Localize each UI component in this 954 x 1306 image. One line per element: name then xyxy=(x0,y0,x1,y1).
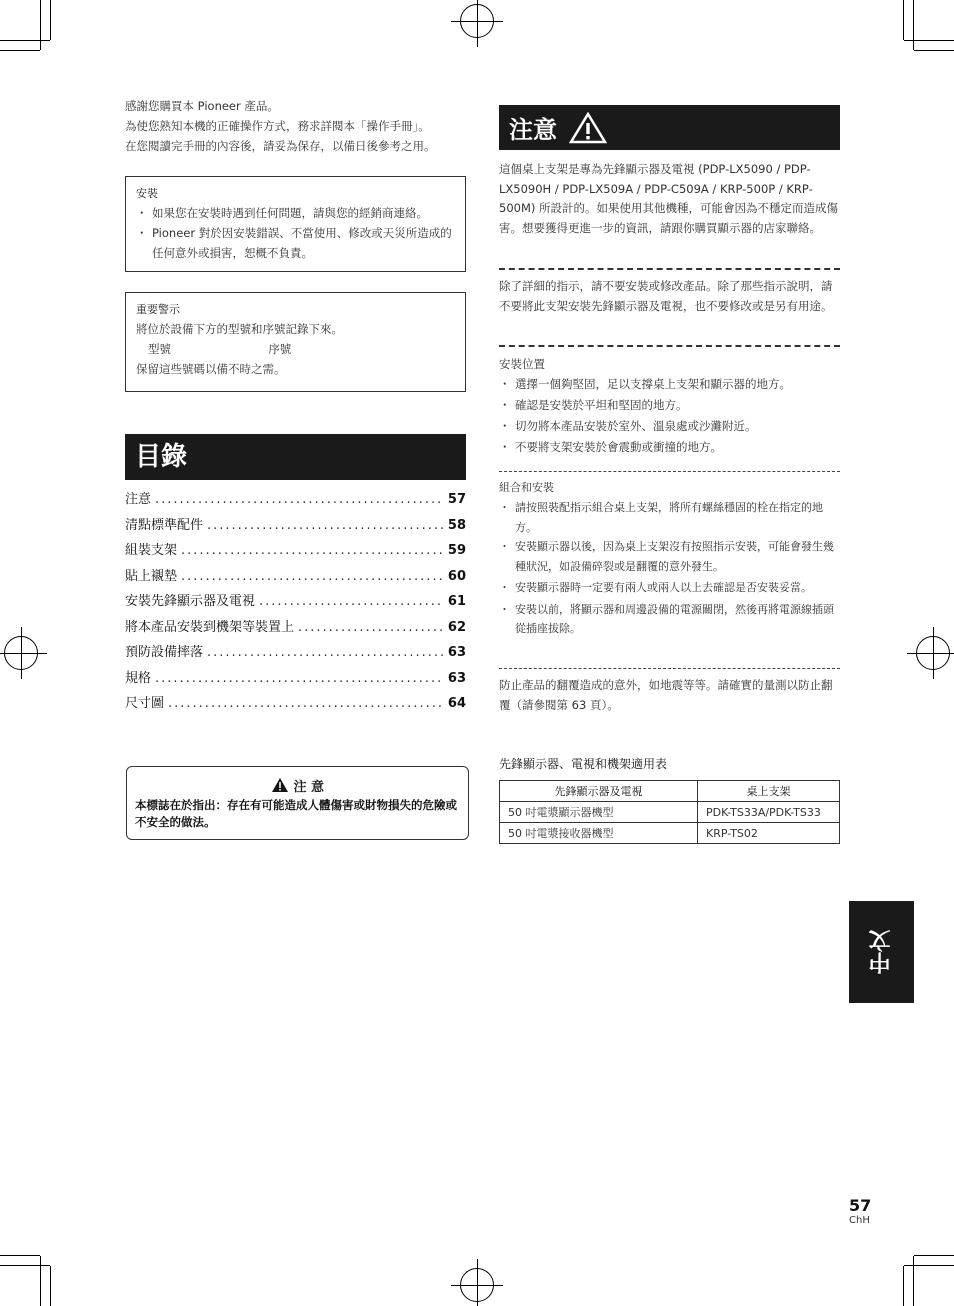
list-item: ・ 切勿將本產品安裝於室外、溫泉處或沙灘附近。 xyxy=(499,416,840,437)
toc-item[interactable]: 貼上襯墊 ..... 60 xyxy=(125,567,466,587)
toc-title: 目錄 xyxy=(125,434,466,480)
crop-mark xyxy=(913,0,914,50)
table-cell: 50 吋電漿顯示器機型 xyxy=(500,802,698,823)
toc-item[interactable]: 安裝先鋒顯示器及電視 ..... 61 xyxy=(125,592,466,612)
important-line: 保留這些號碼以備不時之需。 xyxy=(136,362,286,376)
caution-paragraph: 防止產品的翻覆造成的意外，如地震等等。請確實的量測以防止翻覆（請參閱第 63 頁）。 xyxy=(499,678,833,712)
model-label: 型號 xyxy=(148,342,171,356)
list-item: ・ 不要將支架安裝於會震動或衝撞的地方。 xyxy=(499,437,840,458)
crop-mark xyxy=(50,1266,51,1306)
crop-mark xyxy=(40,1256,41,1306)
table-header: 桌上支架 xyxy=(698,781,840,802)
table-cell: 50 吋電漿接收器機型 xyxy=(500,823,698,844)
registration-mark xyxy=(460,1268,494,1302)
table-header: 先鋒顯示器及電視 xyxy=(500,781,698,802)
crop-mark xyxy=(0,40,50,41)
crop-mark xyxy=(0,1265,50,1266)
toc-item[interactable]: 尺寸圖 ..... 64 xyxy=(125,694,466,714)
crop-mark xyxy=(914,50,954,51)
install-box-title: 安裝 xyxy=(136,187,158,200)
language-tab-label: 中文 xyxy=(869,930,894,974)
registration-mark xyxy=(4,636,38,670)
list-item: ・ 安裝顯示器時一定要有兩人或兩人以上去確認是否安裝妥當。 xyxy=(499,578,840,598)
crop-mark xyxy=(0,1255,40,1256)
page-code: ChH xyxy=(849,1215,870,1226)
crop-mark xyxy=(903,0,904,40)
table-row xyxy=(500,823,840,844)
crop-mark xyxy=(914,1255,954,1256)
caution-symbol-box xyxy=(126,766,469,840)
intro-text xyxy=(125,96,470,156)
toc-item[interactable]: 預防設備摔落 ..... 63 xyxy=(125,643,466,663)
compat-table xyxy=(499,780,840,844)
crop-mark xyxy=(903,1266,904,1306)
crop-mark xyxy=(40,0,41,50)
serial-label: 序號 xyxy=(268,342,292,356)
page-number: 57 xyxy=(849,1196,872,1215)
crop-mark xyxy=(904,40,954,41)
caution-box-title: 注 意 xyxy=(293,780,325,795)
model-serial-row xyxy=(136,339,455,359)
toc-item[interactable]: 將本產品安裝到機架等裝置上 ..... 62 xyxy=(125,618,466,638)
registration-mark xyxy=(916,636,950,670)
important-line: 將位於設備下方的型號和序號記錄下來。 xyxy=(136,322,343,336)
toc-item[interactable]: 規格 ..... 63 xyxy=(125,669,466,689)
caution-paragraph: 這個桌上支架是專為先鋒顯示器及電視 (PDP-LX5090 / PDP-LX5090H / PDP-LX509A / PDP-C509A / KRP-500P / KRP-500M) 所設計的。如果使用其他機種，可能會因為不穩定而造成傷害。想要獲得更進一步的資訊，請跟你購買顯示器的店家聯絡。 xyxy=(499,162,839,235)
table-cell: KRP-TS02 xyxy=(698,823,840,844)
caution-title: 注意 xyxy=(509,116,557,144)
divider xyxy=(499,471,840,472)
warning-triangle-icon xyxy=(569,112,607,144)
crop-mark xyxy=(50,0,51,40)
crop-mark xyxy=(904,1265,954,1266)
registration-mark xyxy=(460,4,494,38)
assembly-section xyxy=(499,478,840,639)
list-item: ・ Pioneer 對於因安裝錯誤、不當使用、修改或天災所造成的任何意外或損害，恕概不負責。 xyxy=(136,223,455,263)
table-header-row xyxy=(500,781,840,802)
language-tab xyxy=(849,901,914,1003)
compat-title: 先鋒顯示器、電視和機架適用表 xyxy=(499,757,668,771)
location-section xyxy=(499,354,840,458)
intro-line: 在您閱讀完手冊的內容後，請妥為保存，以備日後參考之用。 xyxy=(125,139,436,153)
crop-mark xyxy=(913,1256,914,1306)
list-item: ・ 安裝以前，將顯示器和周邊設備的電源關閉，然後再將電源線插頭從插座拔除。 xyxy=(499,600,840,639)
toc-item[interactable]: 清點標準配件 ..... 58 xyxy=(125,516,466,536)
section-title: 組合和安裝 xyxy=(499,481,554,494)
list-item: ・ 請按照裝配指示組合桌上支架，將所有螺絲穩固的栓在指定的地方。 xyxy=(499,498,840,537)
important-box-title: 重要警示 xyxy=(136,303,180,316)
intro-line: 感謝您購買本 Pioneer 產品。 xyxy=(125,99,279,113)
intro-line: 為使您熟知本機的正確操作方式，務求詳閱本「操作手冊」。 xyxy=(125,119,430,133)
caution-paragraph: 除了詳細的指示，請不要安裝或修改產品。除了那些指示說明，請不要將此支架安裝先鋒顯示器及電視，也不要修改或是另有用途。 xyxy=(499,279,833,313)
toc-item[interactable]: 注意 ..... 57 xyxy=(125,490,466,510)
divider xyxy=(499,268,840,270)
list-item: ・ 確認是安裝於平坦和堅固的地方。 xyxy=(499,395,840,416)
toc-item[interactable]: 組裝支架 ..... 59 xyxy=(125,541,466,561)
list-item: ・ 如果您在安裝時遇到任何問題，請與您的經銷商連絡。 xyxy=(136,203,455,223)
list-item-continuation: ・ 安裝顯示器以後，因為桌上支架沒有按照指示安裝，可能會發生幾種狀況，如設備碎裂或是翻覆的意外發生。 xyxy=(499,537,840,576)
table-cell: PDK-TS33A/PDK-TS33 xyxy=(698,802,840,823)
table-row xyxy=(500,802,840,823)
install-box xyxy=(125,176,466,272)
important-box xyxy=(125,292,466,392)
divider xyxy=(499,668,840,669)
caution-box-text: 本標誌在於指出：存在有可能造成人體傷害或財物損失的危險或不安全的做法。 xyxy=(135,798,457,829)
list-item: ・ 選擇一個夠堅固，足以支撐桌上支架和顯示器的地方。 xyxy=(499,374,840,395)
section-title: 安裝位置 xyxy=(499,357,545,371)
caution-header xyxy=(499,105,840,150)
warning-triangle-icon xyxy=(271,777,289,793)
caution-box-heading xyxy=(135,777,460,797)
crop-mark xyxy=(0,50,40,51)
divider xyxy=(499,345,840,347)
